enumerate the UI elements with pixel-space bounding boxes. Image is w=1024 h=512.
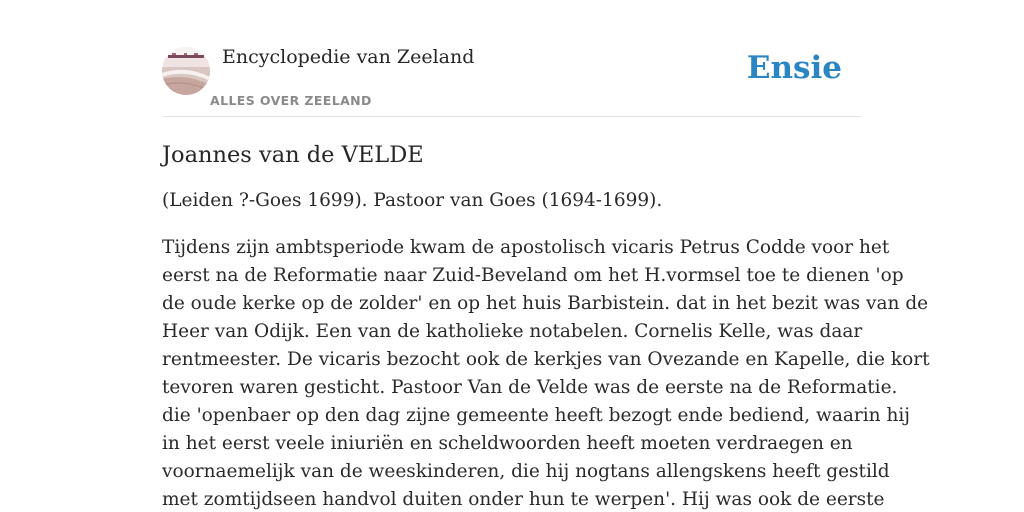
site-logo-avatar[interactable]: [162, 47, 210, 95]
article-body-line: voornaemelijk van de weeskinderen, die hij nogtans allengskens heeft gestild: [162, 461, 890, 482]
article-title: Joannes van de VELDE: [162, 142, 424, 168]
article-intro: (Leiden ?-Goes 1699). Pastoor van Goes (1694-1699).: [162, 190, 663, 211]
article: [162, 138, 930, 512]
article-body-line: Heer van Odijk. Een van de katholieke notabelen. Cornelis Kelle, was daar: [162, 321, 863, 342]
article-body-line: tevoren waren gesticht. Pastoor Van de Velde was de eerste na de Reformatie.: [162, 377, 898, 398]
site-header: [162, 44, 862, 117]
site-title[interactable]: Encyclopedie van Zeeland: [222, 46, 475, 68]
article-body-line: met zomtijdseen handvol duiten onder hun te werpen'. Hij was ook de eerste: [162, 489, 885, 510]
article-body-line: in het eerst veele iniuriën en scheldwoorden heeft moeten verdraegen en: [162, 433, 853, 454]
article-body-line: de oude kerke op de zolder' en op het huis Barbistein. dat in het bezit was van de: [162, 293, 929, 314]
ensie-brand-link[interactable]: Ensie: [746, 50, 842, 86]
article-body-line: rentmeester. De vicaris bezocht ook de kerkjes van Ovezande en Kapelle, die kort: [162, 349, 930, 370]
open-book-icon: [162, 47, 210, 95]
article-body: [162, 234, 930, 512]
article-body-line: die 'openbaer op den dag zijne gemeente heeft bezogt ende bediend, waarin hij: [162, 405, 911, 426]
site-tagline: ALLES OVER ZEELAND: [210, 93, 372, 108]
article-body-line: Tijdens zijn ambtsperiode kwam de apostolisch vicaris Petrus Codde voor het: [162, 237, 890, 258]
article-body-line: eerst na de Reformatie naar Zuid-Beveland om het H.vormsel toe te dienen 'op: [162, 265, 904, 286]
